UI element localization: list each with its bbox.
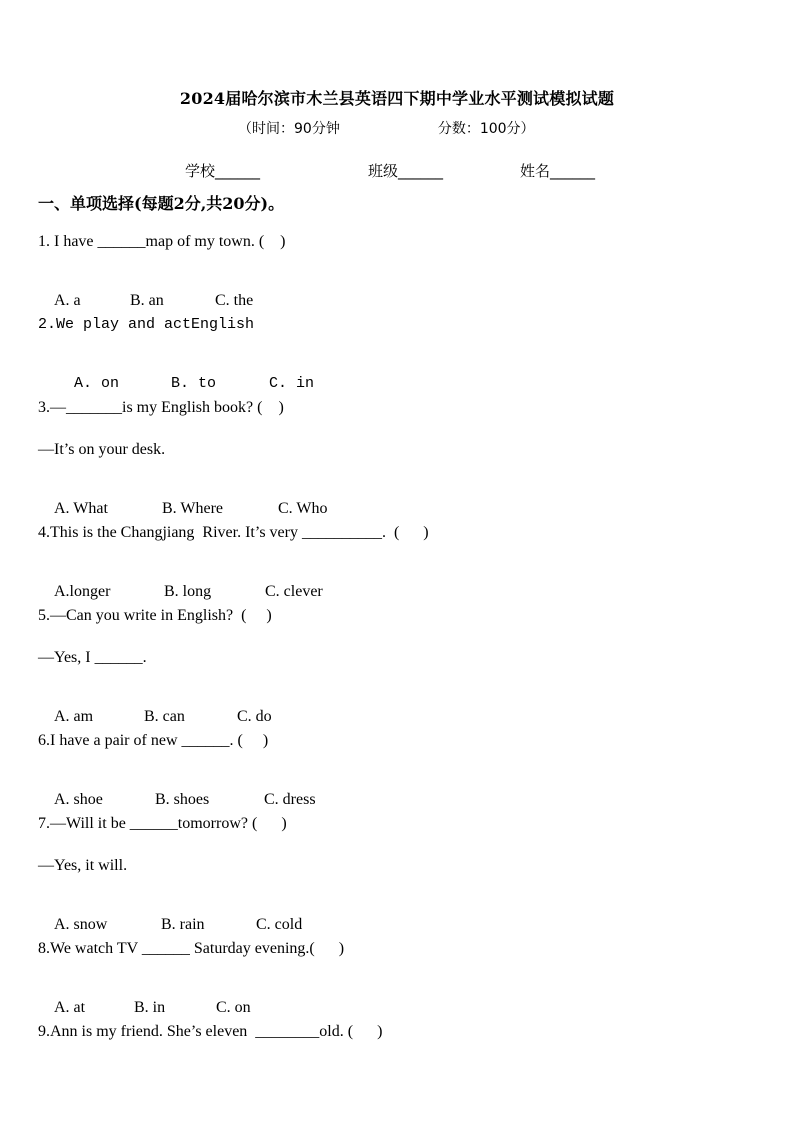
question-8: 8.We watch TV ______ Saturday evening.( ) (38, 940, 345, 957)
reply-7: —Yes, it will. (38, 857, 128, 874)
school-field[interactable]: 学校______ (185, 162, 261, 180)
option[interactable]: A. am (54, 708, 94, 725)
reply-3: —It’s on your desk. (38, 441, 166, 458)
name-field[interactable]: 姓名______ (520, 162, 596, 180)
option[interactable]: B. in (134, 999, 166, 1016)
option[interactable]: B. long (164, 583, 212, 600)
option[interactable]: C. on (216, 999, 251, 1016)
option[interactable]: C. the (215, 292, 254, 309)
page-title: 2024届哈尔滨市木兰县英语四下期中学业水平测试模拟试题 (179, 89, 615, 108)
question-1: 1. I have ______map of my town. ( ) (38, 233, 286, 250)
question-5: 5.—Can you write in English? ( ) (38, 607, 272, 624)
option[interactable]: A. snow (54, 916, 108, 933)
option[interactable]: B. shoes (155, 791, 210, 808)
option[interactable]: A. What (54, 500, 108, 517)
question-2: 2.We play and actEnglish (38, 316, 255, 333)
option[interactable]: B. can (144, 708, 185, 725)
option[interactable]: A.longer (54, 583, 111, 600)
option[interactable]: A. on (74, 375, 120, 392)
reply-5: —Yes, I ______. (38, 649, 147, 666)
option[interactable]: B. Where (162, 500, 224, 517)
question-7: 7.—Will it be ______tomorrow? ( ) (38, 815, 287, 832)
time-limit: （时间：90分钟 (238, 121, 340, 137)
question-4: 4.This is the Changjiang River. It’s very __________. ( ) (38, 524, 429, 541)
class-field[interactable]: 班级______ (368, 162, 444, 180)
option[interactable]: A. shoe (54, 791, 103, 808)
question-9: 9.Ann is my friend. She’s eleven ________old. ( ) (38, 1023, 383, 1040)
option[interactable]: B. to (171, 375, 217, 392)
question-6: 6.I have a pair of new ______. ( ) (38, 732, 269, 749)
section-heading: 一、单项选择(每题2分,共20分)。 (38, 194, 285, 213)
option[interactable]: C. Who (278, 500, 328, 517)
option[interactable]: B. rain (161, 916, 205, 933)
option[interactable]: C. cold (256, 916, 303, 933)
option[interactable]: A. at (54, 999, 86, 1016)
question-3: 3.—_______is my English book? ( ) (38, 399, 284, 416)
option[interactable]: C. clever (265, 583, 323, 600)
total-score: 分数：100分） (437, 121, 535, 137)
option[interactable]: C. in (269, 375, 315, 392)
option[interactable]: C. do (237, 708, 272, 725)
exam-meta (238, 118, 535, 138)
option[interactable]: C. dress (264, 791, 316, 808)
option[interactable]: B. an (130, 292, 164, 309)
option[interactable]: A. a (54, 292, 81, 309)
